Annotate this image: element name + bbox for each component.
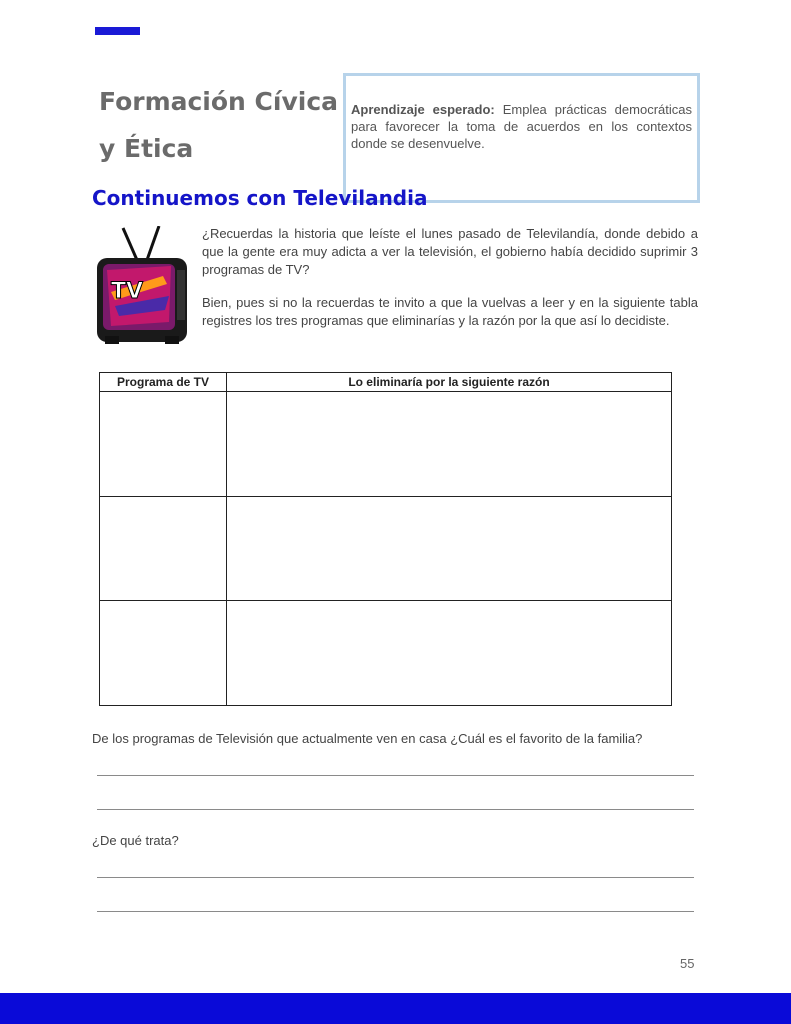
program-cell[interactable] bbox=[100, 496, 227, 601]
table-row bbox=[100, 392, 672, 497]
television-icon bbox=[93, 226, 193, 346]
intro-paragraph: ¿Recuerdas la historia que leíste el lunes pasado de Televilandía, donde debido a que la gente era muy adicta a ver la televisión, el gobierno había decidido suprimir 3 programas de TV? bbox=[202, 226, 698, 277]
answer-line[interactable] bbox=[97, 775, 694, 776]
subject-title: Formación Cívica y Ética bbox=[99, 87, 339, 163]
column-header-reason: Lo eliminaría por la siguiente razón bbox=[227, 373, 672, 392]
answer-line[interactable] bbox=[97, 809, 694, 810]
footer-bar bbox=[0, 993, 791, 1024]
table-header-row bbox=[100, 373, 672, 392]
page-number: 55 bbox=[680, 956, 695, 971]
table-row bbox=[100, 496, 672, 601]
learning-objective-box bbox=[343, 73, 700, 203]
tv-screen-text: TV bbox=[111, 279, 144, 304]
learning-objective-text: Emplea prácticas democráticas para favorecer la toma de acuerdos en los contextos donde se desenvuelve. bbox=[351, 102, 692, 151]
answer-line[interactable] bbox=[97, 911, 694, 912]
about-program-question: ¿De qué trata? bbox=[92, 833, 179, 848]
learning-objective-label: Aprendizaje esperado: bbox=[351, 102, 495, 117]
reason-cell[interactable] bbox=[227, 601, 672, 706]
answer-line[interactable] bbox=[97, 877, 694, 878]
favorite-program-question: De los programas de Televisión que actualmente ven en casa ¿Cuál es el favorito de la familia? bbox=[92, 731, 643, 746]
program-cell[interactable] bbox=[100, 601, 227, 706]
reason-cell[interactable] bbox=[227, 496, 672, 601]
instructions-paragraph: Bien, pues si no la recuerdas te invito a que la vuelvas a leer y en la siguiente tabla registres los tres programas que eliminarías y la razón por la que así lo decidiste. bbox=[202, 295, 698, 328]
reason-cell[interactable] bbox=[227, 392, 672, 497]
program-table bbox=[99, 372, 672, 706]
program-cell[interactable] bbox=[100, 392, 227, 497]
table-row bbox=[100, 601, 672, 706]
column-header-program: Programa de TV bbox=[100, 373, 227, 392]
top-accent-bar bbox=[95, 27, 140, 35]
section-heading: Continuemos con Televilandia bbox=[92, 186, 428, 210]
